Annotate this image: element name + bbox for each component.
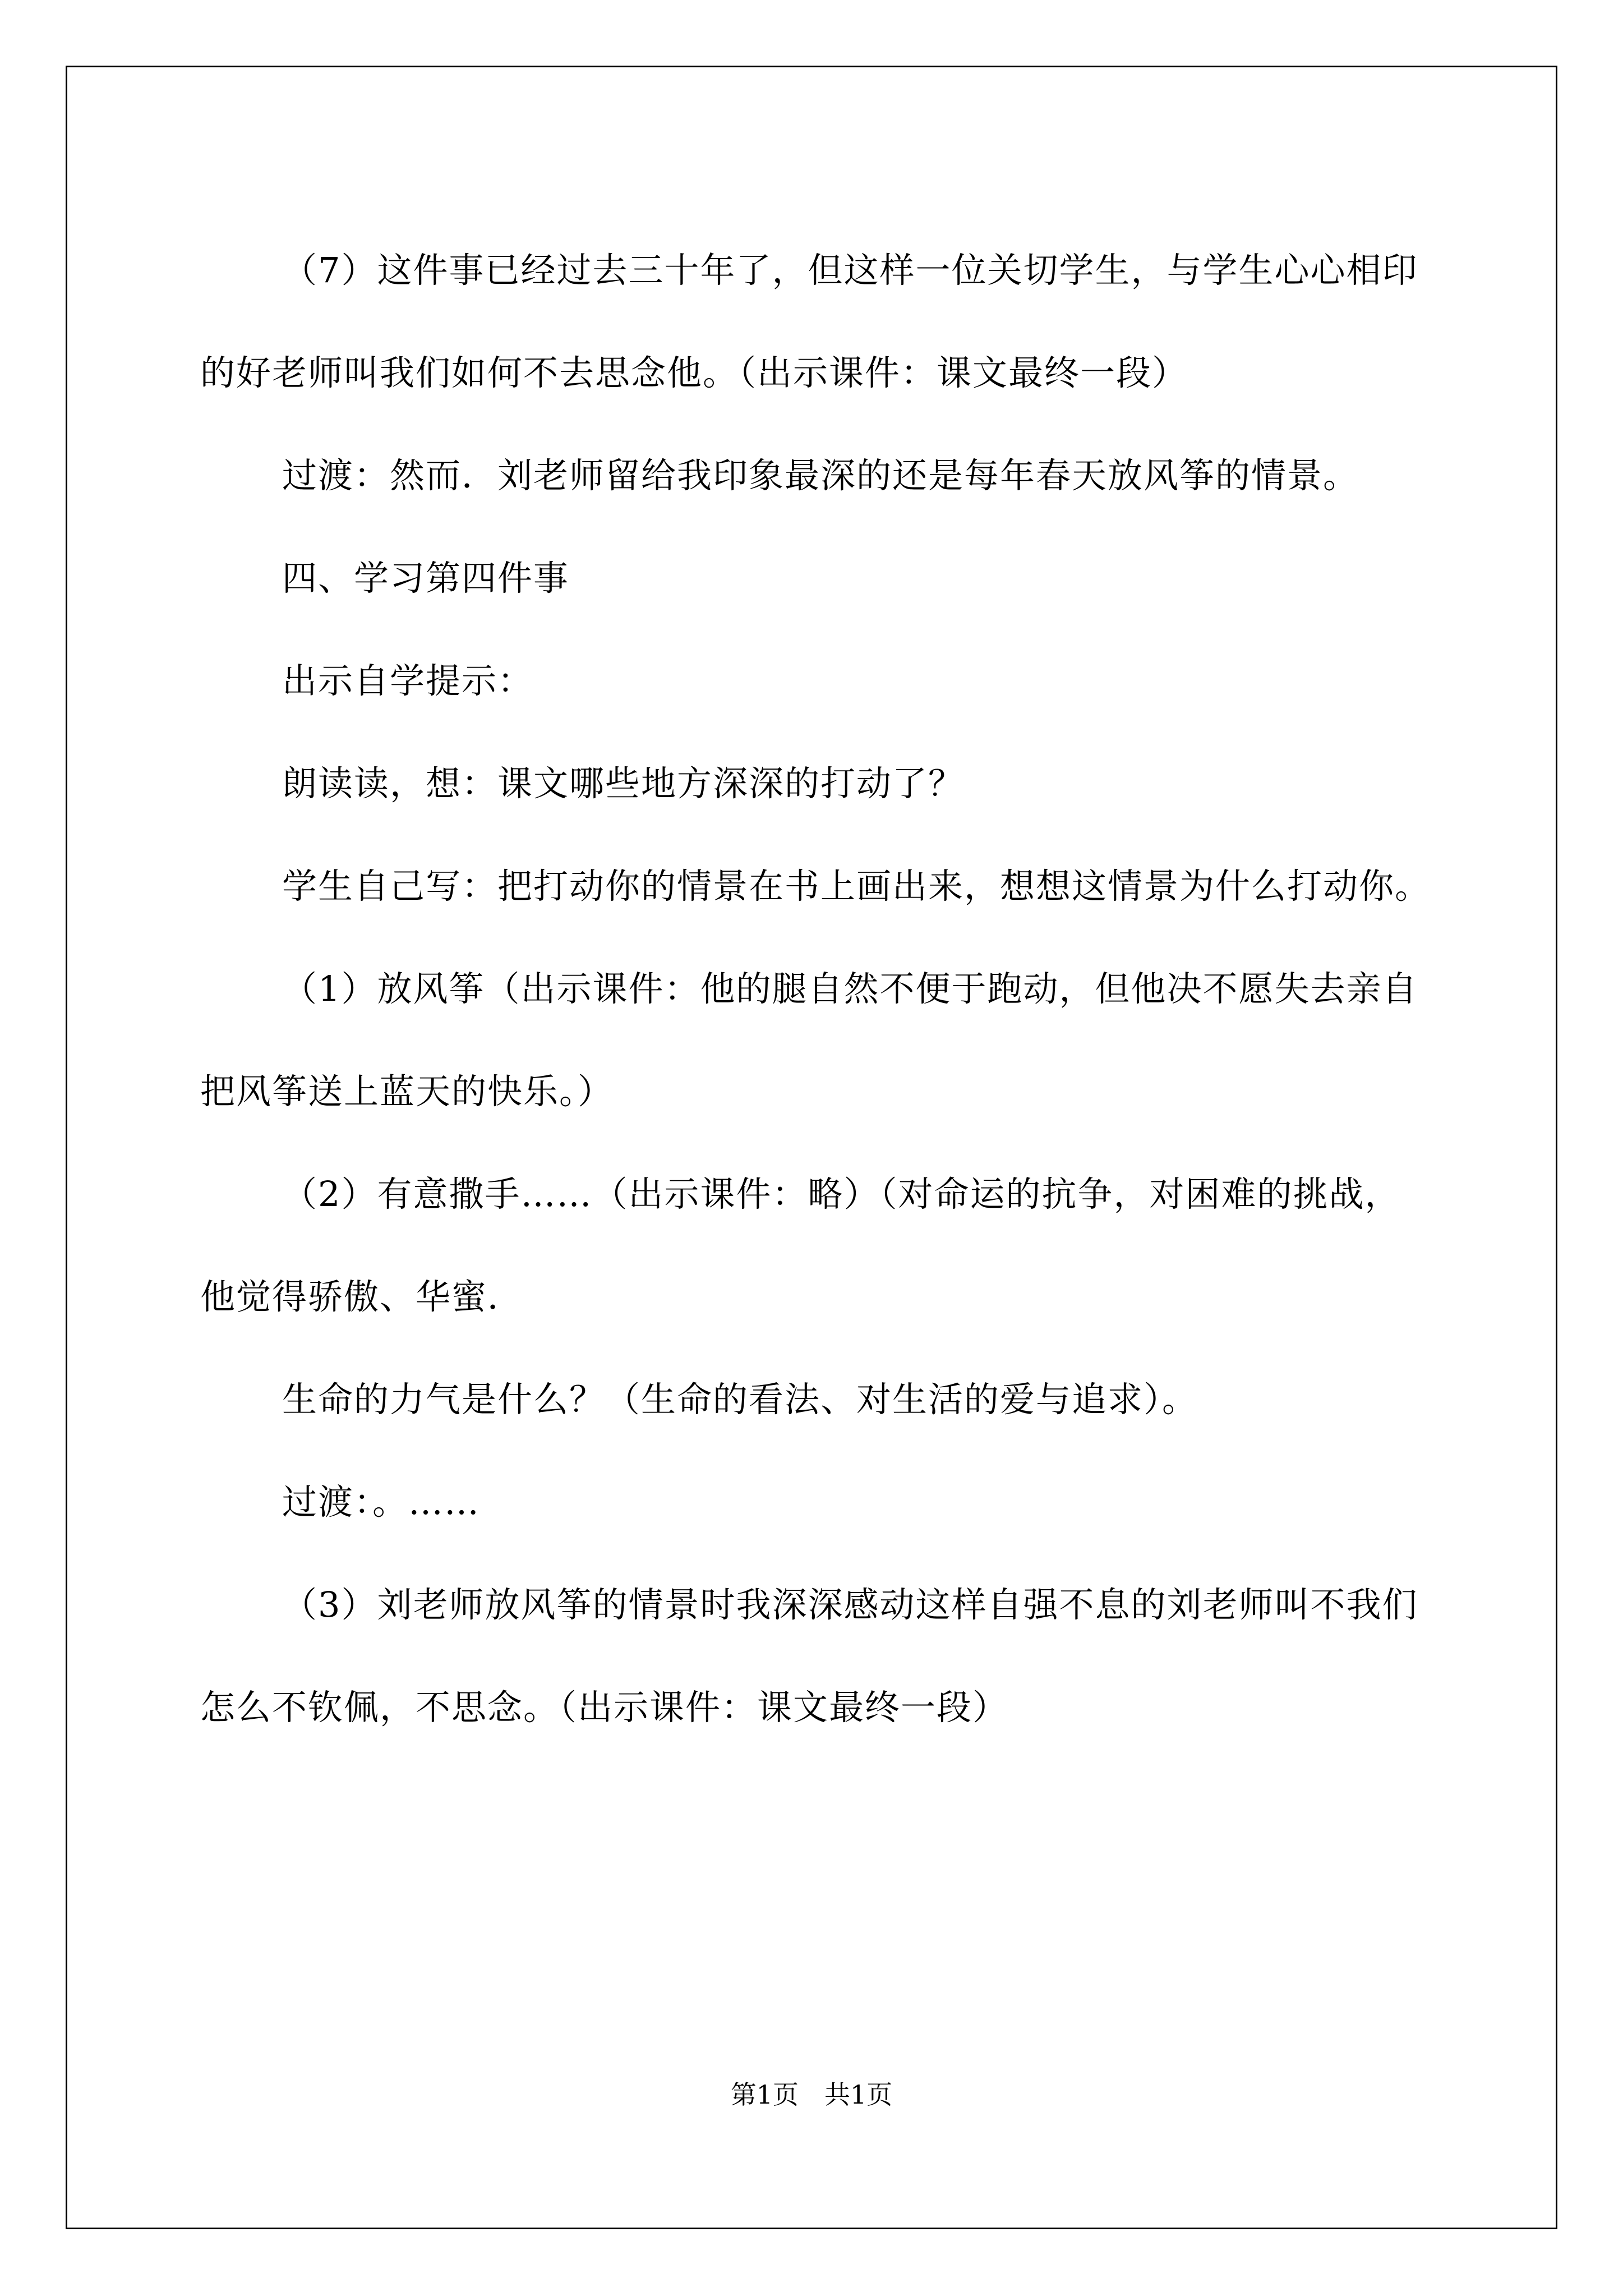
paragraph-prompt: 出示自学提示： — [282, 660, 534, 701]
paragraph-transition-2: 过渡：。…… — [282, 1481, 481, 1522]
paragraph-7: （7）这件事已经过去三十年了，但这样一位关切学生，与学生心心相印的好老师叫我们如何不去思念他。（出示课件：课文最终一段） — [200, 250, 1418, 393]
paragraph-question: 生命的力气是什么？（生命的看法、对生活的爱与追求）。 — [282, 1379, 1198, 1420]
document-body — [200, 219, 1434, 1759]
paragraph-read: 朗读读，想：课文哪些地方深深的打动了？ — [282, 763, 965, 804]
paragraph-item-2: （2）有意撒手……（出示课件：略）（对命运的抗争，对困难的挑战，他觉得骄傲、华蜜． — [200, 1174, 1401, 1317]
page-number: 第1页 共1页 — [730, 2079, 893, 2110]
paragraph-write: 学生自己写：把打动你的情景在书上画出来，想想这情景为什么打动你。 — [282, 866, 1431, 907]
paragraph-transition-1: 过渡：然而．刘老师留给我印象最深的还是每年春天放风筝的情景。 — [282, 455, 1359, 496]
paragraph-item-1: （1）放风筝（出示课件：他的腿自然不便于跑动，但他决不愿失去亲自把风筝送上蓝天的快乐。） — [200, 968, 1418, 1112]
paragraph-item-3: （3）刘老师放风筝的情景时我深深感动这样自强不息的刘老师叫不我们怎么不钦佩，不思念。（出示课件：课文最终一段） — [200, 1584, 1418, 1728]
section-heading: 四、学习第四件事 — [282, 558, 570, 599]
